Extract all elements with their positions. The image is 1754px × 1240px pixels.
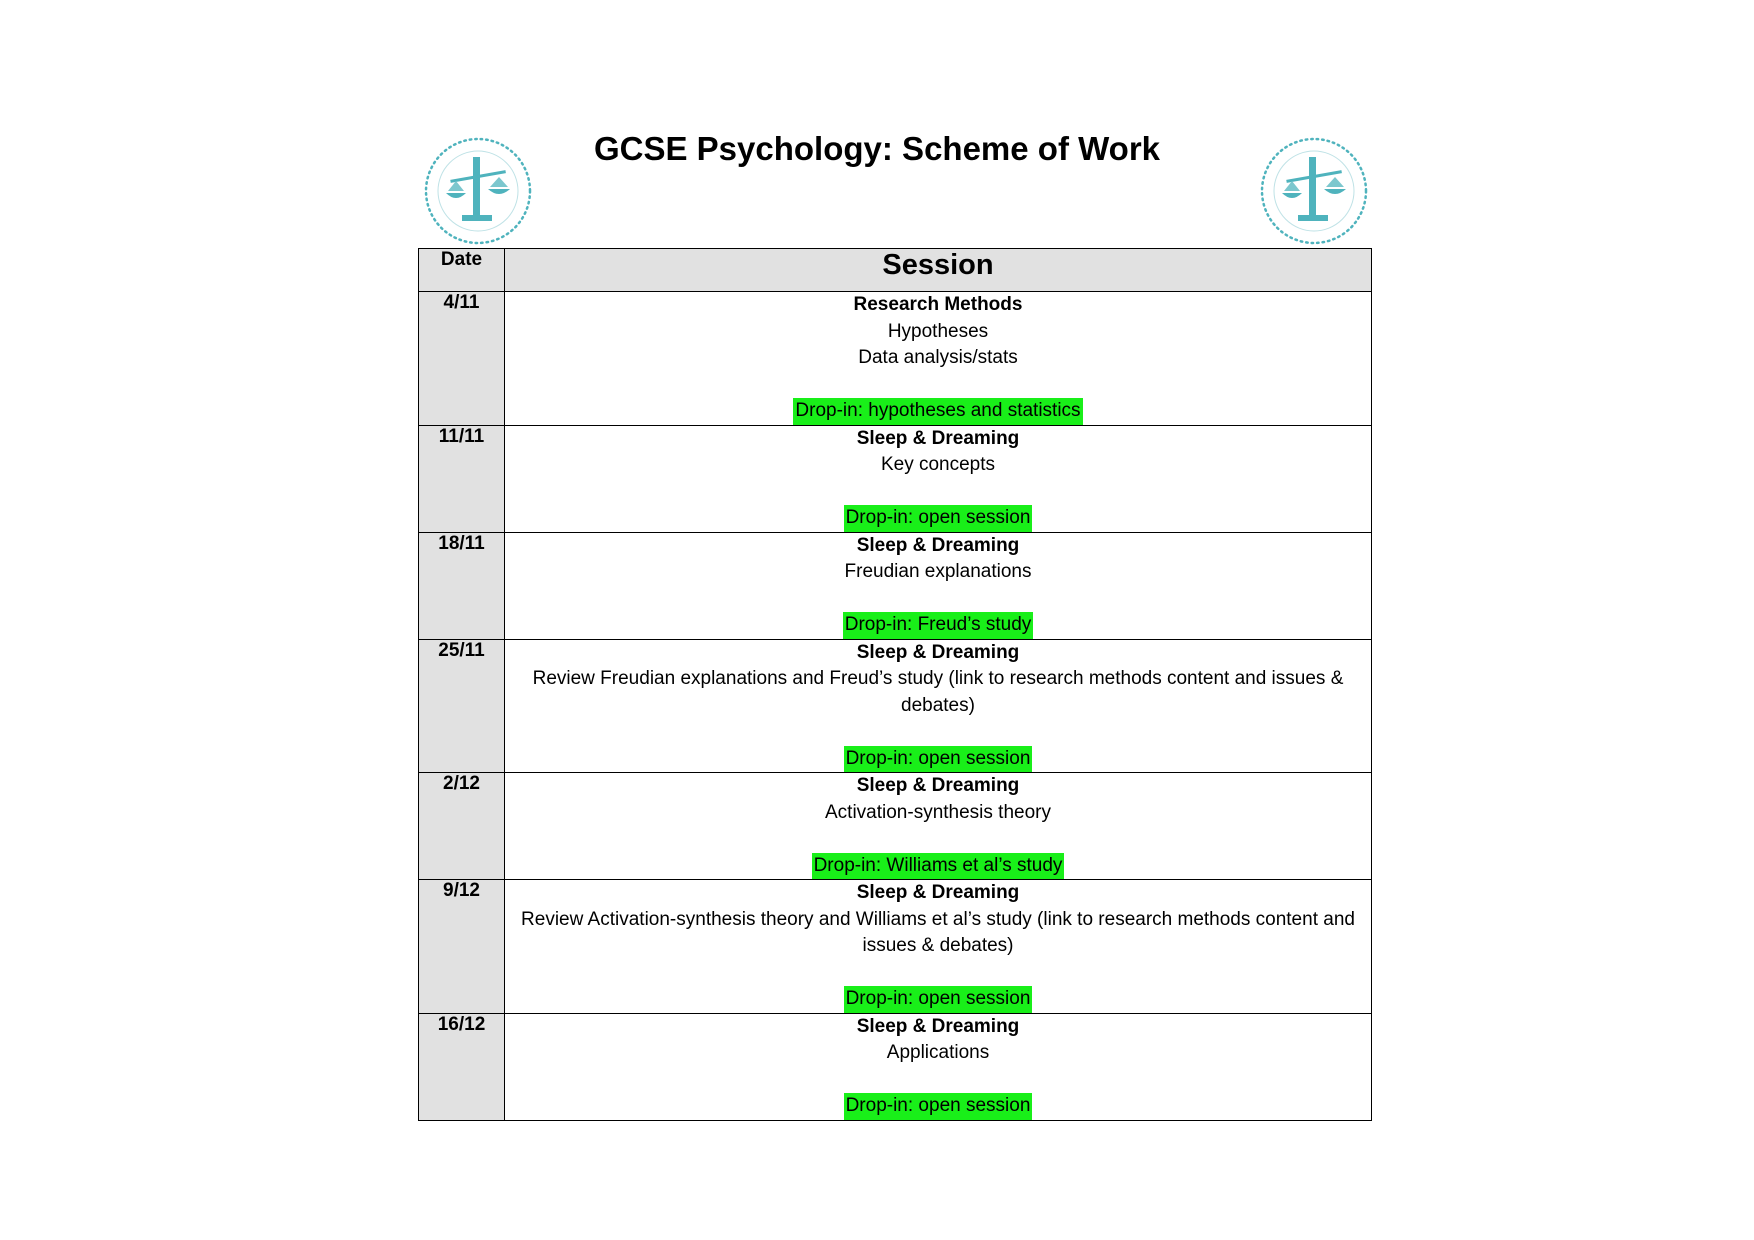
session-detail: Data analysis/stats	[858, 347, 1018, 368]
dropin-highlight: Drop-in: Williams et al’s study	[812, 853, 1065, 880]
table-row	[419, 1013, 1372, 1120]
scales-logo	[1258, 135, 1370, 247]
session-detail: Activation-synthesis theory	[825, 801, 1051, 823]
session-cell	[505, 292, 1372, 426]
session-cell	[505, 425, 1372, 532]
dropin-highlight: Drop-in: open session	[844, 986, 1033, 1013]
session-column-header: Session	[505, 249, 1372, 292]
spacer	[505, 1067, 1371, 1094]
dropin-line	[505, 505, 1371, 532]
dropin-highlight: Drop-in: Freud’s study	[843, 612, 1034, 639]
session-detail: Hypotheses	[887, 320, 989, 342]
session-topic: Sleep & Dreaming	[856, 775, 1020, 796]
table-row	[419, 880, 1372, 1014]
session-topic: Research Methods	[853, 294, 1023, 315]
session-date: 2/12	[419, 773, 505, 880]
dropin-highlight: Drop-in: open session	[844, 746, 1033, 773]
spacer	[505, 586, 1371, 613]
session-topic: Sleep & Dreaming	[856, 1015, 1020, 1037]
session-topic: Sleep & Dreaming	[856, 882, 1020, 903]
spacer	[505, 719, 1371, 746]
session-date: 11/11	[419, 425, 505, 532]
session-date: 16/12	[419, 1013, 505, 1120]
page-title: GCSE Psychology: Scheme of Work	[593, 130, 1161, 167]
scales-logo	[422, 135, 534, 247]
spacer	[505, 826, 1371, 853]
date-column-header: Date	[419, 249, 505, 292]
session-detail: Review Activation-synthesis theory and Williams et al’s study (link to research methods content and issues & debates)	[521, 908, 1355, 956]
dropin-line	[505, 853, 1371, 880]
session-detail: Review Freudian explanations and Freud’s study (link to research methods content and issues & debates)	[532, 668, 1344, 716]
table-row	[419, 639, 1372, 773]
table-row	[419, 532, 1372, 639]
dropin-line	[505, 398, 1371, 425]
session-cell	[505, 639, 1372, 773]
table-header-row	[419, 249, 1372, 292]
dropin-line	[505, 1093, 1371, 1120]
session-detail: Key concepts	[880, 454, 996, 475]
session-topic: Sleep & Dreaming	[856, 534, 1020, 556]
session-topic: Sleep & Dreaming	[856, 641, 1020, 663]
scheme-of-work-table	[418, 248, 1372, 1121]
session-cell	[505, 880, 1372, 1014]
spacer	[505, 372, 1371, 399]
session-date: 18/11	[419, 532, 505, 639]
table-row	[419, 773, 1372, 880]
table-row	[419, 292, 1372, 426]
session-date: 25/11	[419, 639, 505, 773]
session-cell	[505, 1013, 1372, 1120]
dropin-highlight: Drop-in: open session	[844, 505, 1033, 532]
dropin-line	[505, 612, 1371, 639]
session-cell	[505, 532, 1372, 639]
session-detail: Applications	[886, 1042, 990, 1063]
session-date: 4/11	[419, 292, 505, 426]
session-date: 9/12	[419, 880, 505, 1014]
dropin-line	[505, 986, 1371, 1013]
session-cell	[505, 773, 1372, 880]
session-topic: Sleep & Dreaming	[856, 427, 1020, 449]
dropin-highlight: Drop-in: hypotheses and statistics	[793, 398, 1082, 425]
table-row	[419, 425, 1372, 532]
dropin-highlight: Drop-in: open session	[844, 1093, 1033, 1120]
spacer	[505, 960, 1371, 987]
spacer	[505, 479, 1371, 506]
dropin-line	[505, 746, 1371, 773]
session-detail: Freudian explanations	[844, 561, 1032, 582]
